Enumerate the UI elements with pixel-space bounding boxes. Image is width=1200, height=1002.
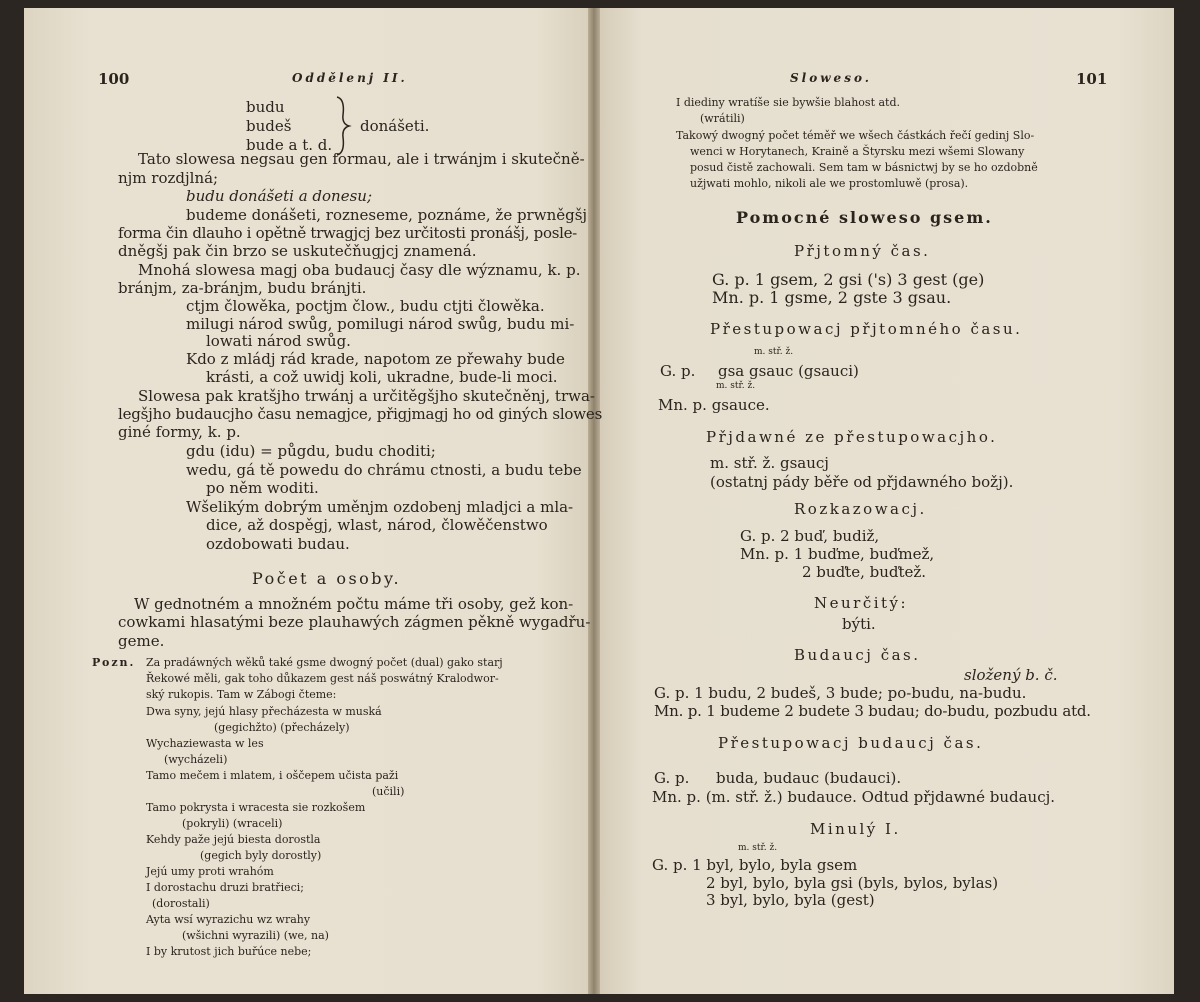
label-line: m. stř. ž.	[738, 843, 778, 853]
text-line: Slowesa pak kratšjho trwánj a určitěgšjho skutečněnj, trwa-	[138, 387, 595, 405]
text-line: milugi národ swůg, pomilugi národ swůg, budu mi-	[186, 315, 575, 333]
note-line: (dorostali)	[152, 897, 210, 910]
text-line: budeme donášeti, rozneseme, poznáme, že prwněgšj	[186, 206, 588, 224]
text-line: (ostatnj pády běře od přjdawného božj).	[710, 473, 1014, 491]
note-line: posud čistě zachowali. Sem tam w básnictwj by se ho ozdobně	[690, 161, 1038, 174]
note-label: Pozn.	[92, 656, 136, 669]
label-line: m. stř. ž.	[716, 381, 756, 391]
text-line: ozdobowati budau.	[206, 535, 350, 553]
note-line: Dwa syny, jejú hlasy přecházesta w muská	[146, 705, 382, 718]
text-line: krásti, a což uwidj koli, ukradne, bude-li moci.	[206, 368, 558, 386]
text-line: Tato slowesa negsau gen formau, ale i trwánjm i skutečně-	[138, 150, 585, 168]
note-line: I dorostachu druzi bratřieci;	[146, 881, 304, 894]
note-line: (wrátili)	[700, 112, 745, 125]
note-line: (wycházeli)	[164, 753, 228, 766]
note-line: Kehdy paže jejú biesta dorostla	[146, 833, 321, 846]
note-line: Řekowé měli, gak toho důkazem gest náš poswátný Kralodwor-	[146, 672, 499, 685]
note-line: Tamo pokrysta i wracesta sie rozkošem	[146, 801, 366, 814]
text-line: po něm woditi.	[206, 479, 319, 497]
text-line: G. p. 1 gsem, 2 gsi ('s) 3 gest (ge)	[712, 270, 985, 289]
text-line: budeš	[246, 117, 292, 135]
note-line: (učili)	[372, 785, 405, 798]
running-head-left: Oddělenj II.	[292, 71, 408, 85]
text-line: budu donášeti a donesu;	[186, 187, 372, 205]
note-line: ský rukopis. Tam w Zábogi čteme:	[146, 688, 337, 701]
text-line: 2 buďte, buďtež.	[802, 563, 927, 581]
text-line: Mn. p. 1 gsme, 2 gste 3 gsau.	[712, 288, 952, 307]
text-line: Mn. p. gsauce.	[658, 396, 770, 414]
text-line: m. stř. ž. gsaucj	[710, 454, 829, 472]
section-heading: Přjdawné ze přestupowacjho.	[706, 428, 998, 446]
note-line: (gegichžto) (přecházely)	[214, 721, 350, 734]
page-number-right: 101	[1076, 70, 1108, 88]
text-line: giné formy, k. p.	[118, 423, 241, 441]
text-line: dněgšj pak čin brzo se uskutečňugjcj znamená.	[118, 242, 477, 260]
note-line: Takowý dwogný počet téměř we wšech částkách řečí gedinj Slo-	[676, 129, 1035, 142]
text-line: donášeti.	[360, 117, 430, 135]
text-line: forma čin dlauho i opětně trwagjcj bez určitosti pronášj, posle-	[118, 224, 577, 242]
note-line: wenci w Horytanech, Kraině a Štyrsku mezi wšemi Slowany	[690, 145, 1025, 158]
text-line: bránjm, za-bránjm, budu bránjti.	[118, 279, 367, 297]
section-heading: Neurčitý:	[814, 594, 909, 612]
section-heading: Budaucj čas.	[794, 646, 921, 664]
text-line: gdu (idu) = půgdu, budu choditi;	[186, 442, 436, 460]
text-line: geme.	[118, 632, 165, 650]
note-line: Wychaziewasta w les	[146, 737, 264, 750]
note-line: (pokryli) (wraceli)	[182, 817, 283, 830]
text-line: gsa gsauc (gsauci)	[718, 362, 859, 380]
text-line: W gednotném a množném počtu máme tři osoby, gež kon-	[134, 595, 574, 613]
text-line: cowkami hlasatými beze plauhawých zágmen pěkně wygadřu-	[118, 613, 591, 631]
text-line: Mn. p. (m. stř. ž.) budauce. Odtud přjdawné budaucj.	[652, 788, 1056, 806]
label-line: m. stř. ž.	[754, 347, 794, 357]
text-line: budu	[246, 98, 285, 116]
text-line: njm rozdjlná;	[118, 169, 219, 187]
section-heading: Přestupowacj budaucj čas.	[718, 734, 984, 752]
running-head-right: Sloweso.	[790, 71, 872, 85]
text-line: wedu, gá tě powedu do chrámu ctnosti, a budu tebe	[186, 461, 582, 479]
text-line: Mn. p. 1 buďme, buďmež,	[740, 545, 935, 563]
note-line: Tamo mečem i mlatem, i oščepem učista paži	[146, 769, 399, 782]
note-line: Ayta wsí wyrazichu wz wrahy	[146, 913, 311, 926]
text-line: bude a t. d.	[246, 136, 333, 154]
text-line: Kdo z mládj rád krade, napotom ze přewahy bude	[186, 350, 565, 368]
section-heading: Přestupowacj přjtomného času.	[710, 320, 1023, 338]
section-heading: Počet a osoby.	[252, 569, 402, 588]
text-line: býti.	[842, 615, 876, 633]
note-line: Jejú umy proti wrahóm	[146, 865, 274, 878]
text-line: G. p. 2 buď, budiž,	[740, 527, 880, 545]
book-gutter	[588, 8, 600, 994]
text-line: G. p. 1 byl, bylo, byla gsem	[652, 856, 858, 874]
section-heading: Přjtomný čas.	[794, 242, 931, 260]
text-line: buda, budauc (budauci).	[716, 769, 902, 787]
note-line: I diediny wratíše sie bywšie blahost atd.	[676, 96, 901, 109]
section-heading: Pomocné sloweso gsem.	[736, 208, 993, 227]
text-line: G. p. 1 budu, 2 budeš, 3 bude; po-budu, na-budu.	[654, 684, 1027, 702]
text-line: Wšelikým dobrým uměnjm ozdobenj mladjci a mla-	[186, 498, 574, 516]
text-line: Mn. p. 1 budeme 2 budete 3 budau; do-budu, pozbudu atd.	[654, 702, 1091, 720]
page-number-left: 100	[98, 70, 130, 88]
text-line: 2 byl, bylo, byla gsi (byls, bylos, bylas)	[706, 874, 999, 892]
text-line: G. p.	[660, 362, 696, 380]
section-heading: Rozkazowacj.	[794, 500, 927, 518]
note-line: I by krutost jich buřúce nebe;	[146, 945, 312, 958]
text-line: složený b. č.	[964, 666, 1058, 684]
text-line: G. p.	[654, 769, 690, 787]
curly-brace-icon	[333, 95, 353, 157]
text-line: ctjm člowěka, poctjm člow., budu ctjti člowěka.	[186, 297, 545, 315]
note-line: (wšichni wyrazili) (we, na)	[182, 929, 329, 942]
text-line: lowati národ swůg.	[206, 332, 351, 350]
note-line: (gegich byly dorostly)	[200, 849, 322, 862]
section-heading: Minulý I.	[810, 820, 901, 838]
text-line: 3 byl, bylo, byla (gest)	[706, 891, 875, 909]
text-line: legšjho budaucjho času nemagjce, přigjmagj ho od giných slowes	[118, 405, 603, 423]
text-line: dice, až dospěgj, wlast, národ, člowěčenstwo	[206, 516, 548, 534]
text-line: Mnohá slowesa magj oba budaucj časy dle wýznamu, k. p.	[138, 261, 581, 279]
note-line: Za pradáwných wěků také gsme dwogný počet (dual) gako starj	[146, 656, 503, 669]
note-line: užjwati mohlo, nikoli ale we prostomluwě (prosa).	[690, 177, 969, 190]
